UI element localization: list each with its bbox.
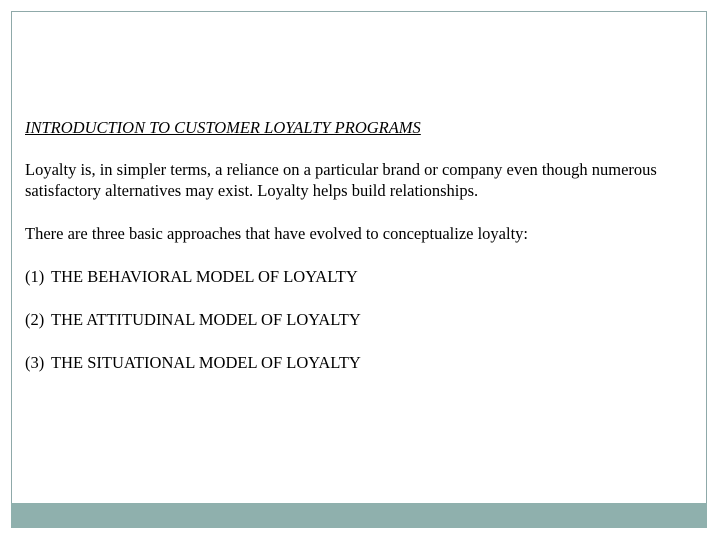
model-number: (2) xyxy=(25,310,45,329)
slide-heading: INTRODUCTION TO CUSTOMER LOYALTY PROGRAMS xyxy=(25,118,421,137)
approaches-intro: There are three basic approaches that have evolved to conceptualize loyalty: xyxy=(25,224,529,243)
loyalty-definition-line-2: satisfactory alternatives may exist. Loyalty helps build relationships. xyxy=(25,181,479,200)
model-number: (1) xyxy=(25,267,45,286)
slide-footer-bar xyxy=(11,503,707,528)
model-item-situational xyxy=(25,352,720,373)
model-label: THE ATTITUDINAL MODEL OF LOYALTY xyxy=(51,310,361,329)
loyalty-definition xyxy=(25,159,720,201)
model-item-behavioral xyxy=(25,266,720,287)
model-item-attitudinal xyxy=(25,309,720,330)
model-label: THE SITUATIONAL MODEL OF LOYALTY xyxy=(51,353,361,372)
slide-content xyxy=(25,117,720,373)
loyalty-definition-line-1: Loyalty is, in simpler terms, a reliance on a particular brand or company even though numerous xyxy=(25,160,657,179)
model-number: (3) xyxy=(25,353,45,372)
model-label: THE BEHAVIORAL MODEL OF LOYALTY xyxy=(51,267,358,286)
